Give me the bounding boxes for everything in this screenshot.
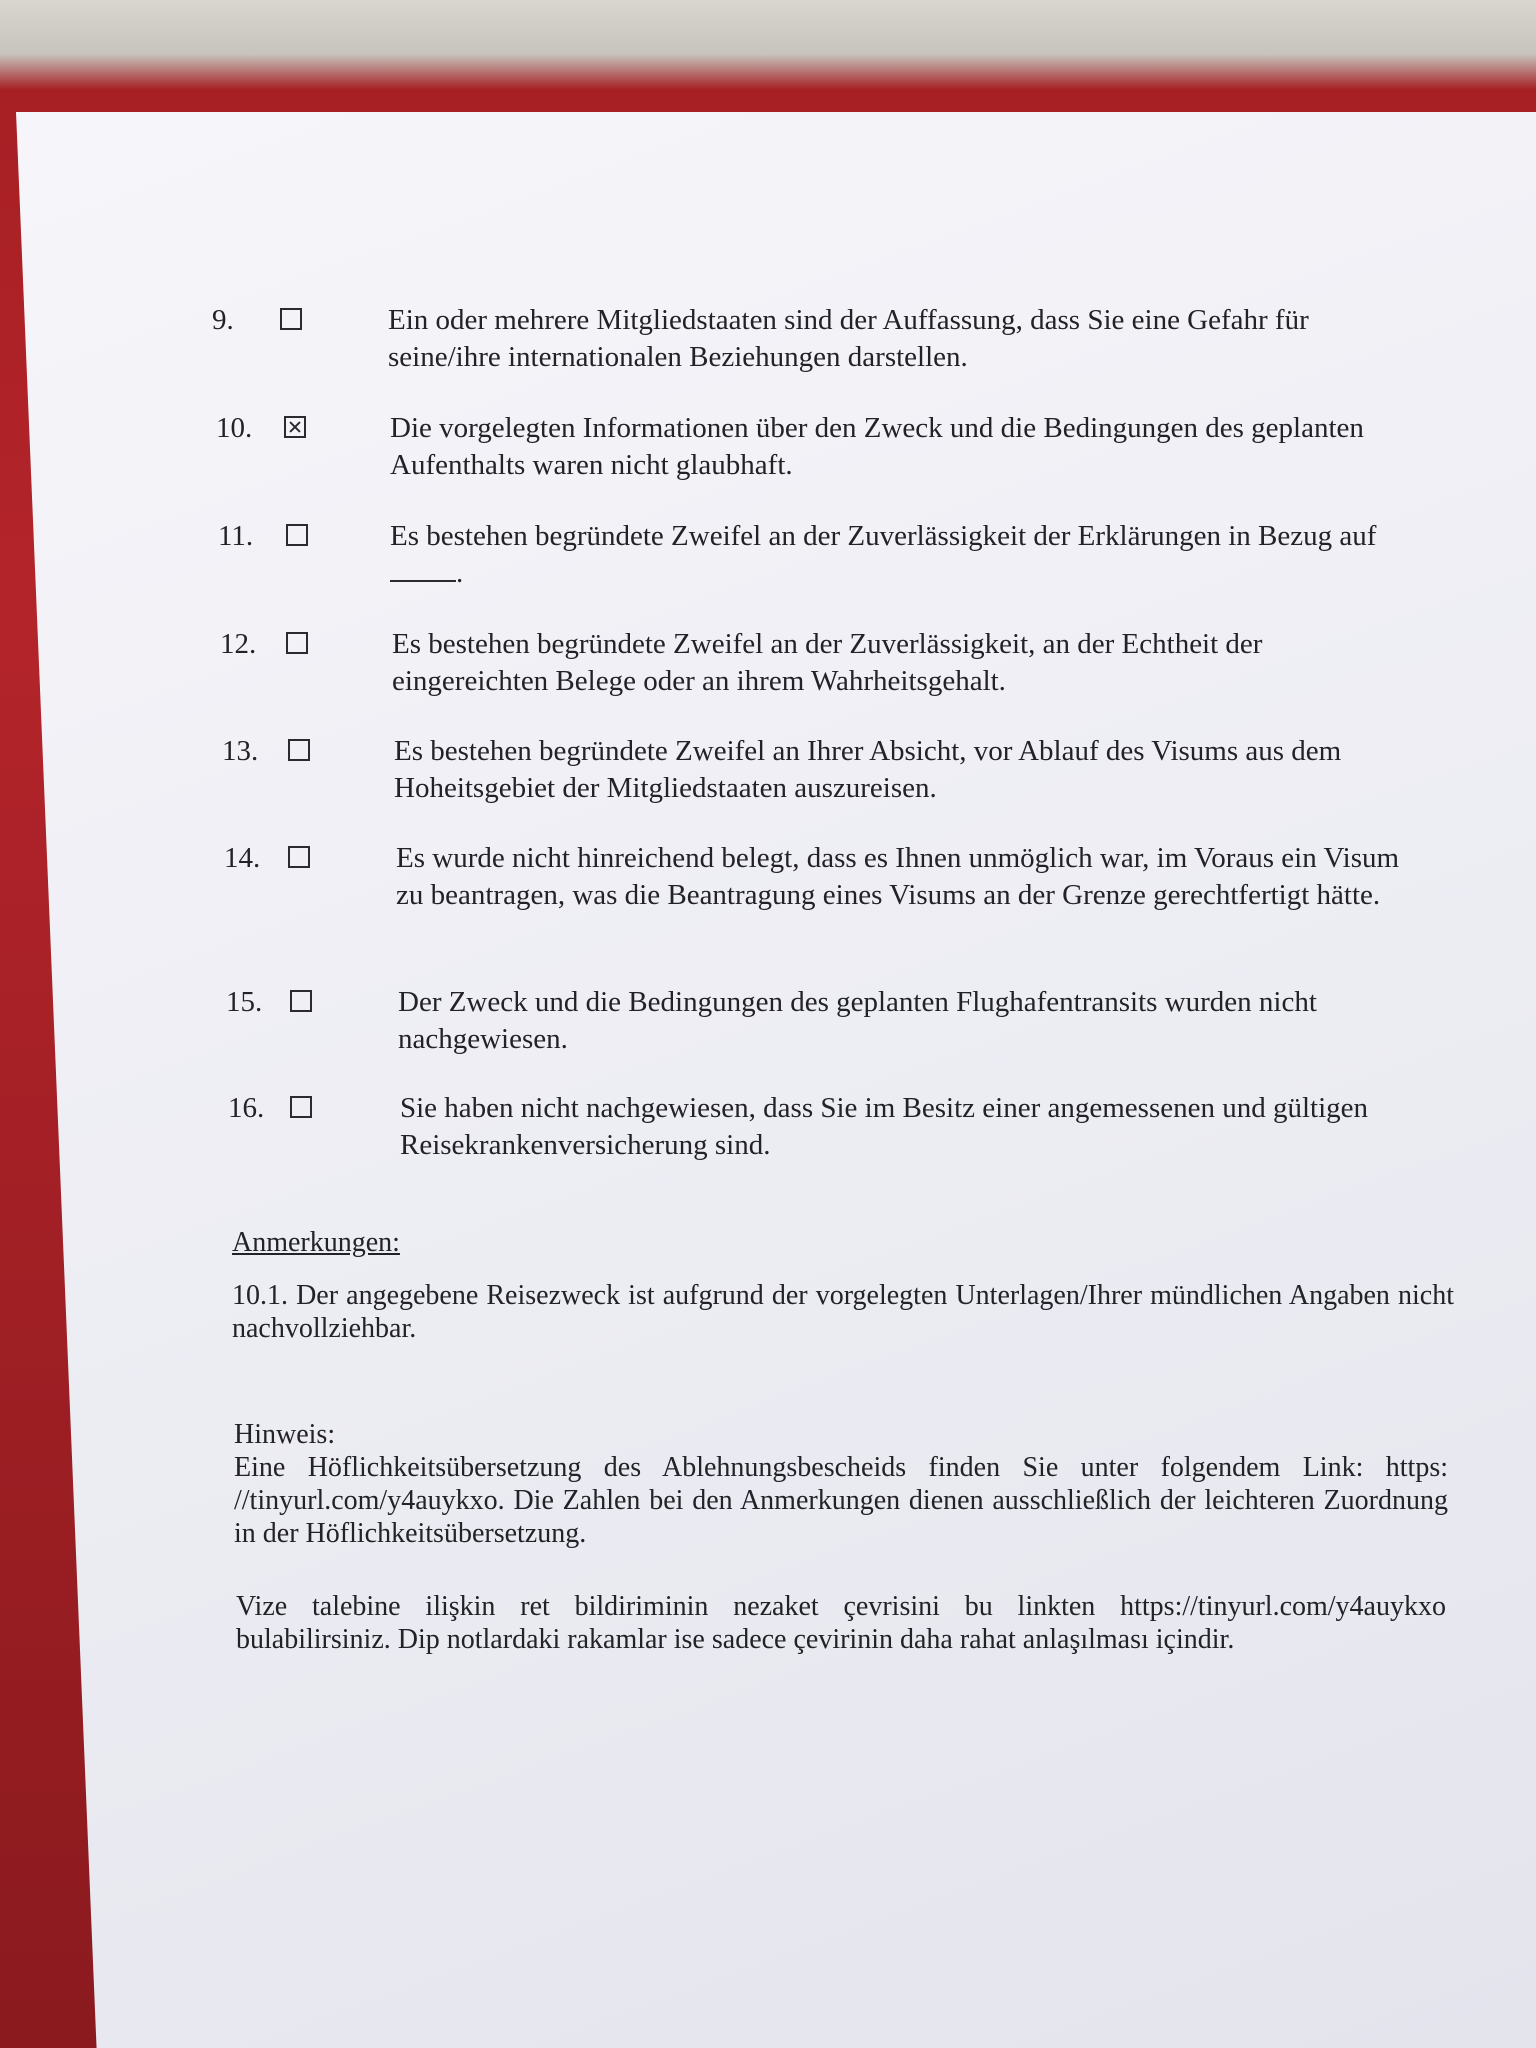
note-text: Eine Höflichkeitsübersetzung des Ablehnungsbescheids finden Sie unter folgendem Link: https: //tinyurl.com/y4auykxo. Die Zahlen bei den Anmerkungen dienen ausschließlich der leichteren Zuordnung in der Höflichkeitsübersetzung.	[234, 1452, 1448, 1549]
item-text: Der Zweck und die Bedingungen des geplanten Flughafentransits wurden nicht nachgewiesen.	[398, 986, 1317, 1055]
item-number: 13.	[222, 735, 259, 767]
item-text	[390, 518, 1440, 592]
checkbox-16[interactable]	[290, 1096, 312, 1118]
checkbox-13[interactable]	[288, 739, 310, 761]
reason-item-15	[226, 984, 1426, 1064]
item-text: Es bestehen begründete Zweifel an der Zuverlässigkeit, an der Echtheit der eingereichten Belege oder an ihrem Wahrheitsgehalt.	[392, 628, 1263, 697]
item-number: 12.	[220, 628, 257, 660]
checkbox-15[interactable]	[290, 990, 312, 1012]
item-number: 14.	[224, 842, 261, 874]
item-text: Ein oder mehrere Mitgliedstaaten sind der Auffassung, dass Sie eine Gefahr für seine/ihre internationalen Beziehungen darstellen.	[388, 304, 1309, 373]
reason-item-9	[212, 302, 1412, 382]
item-text: Es wurde nicht hinreichend belegt, dass es Ihnen unmöglich war, im Voraus ein Visum zu beantragen, was die Beantragung eines Visums an der Grenze gerechtfertigt hätte.	[396, 842, 1400, 911]
blank-fill-line	[390, 556, 456, 582]
item-text: Es bestehen begründete Zweifel an Ihrer Absicht, vor Ablauf des Visums aus dem Hoheitsgebiet der Mitgliedstaaten auszureisen.	[394, 735, 1342, 804]
item-number: 16.	[228, 1092, 265, 1124]
checkbox-14[interactable]	[288, 846, 310, 868]
item-text: Die vorgelegten Informationen über den Zweck und die Bedingungen des geplanten Aufenthalts waren nicht glaubhaft.	[390, 412, 1364, 481]
item-number: 11.	[218, 520, 254, 552]
checkbox-10-checked[interactable]	[284, 416, 306, 438]
remarks-heading: Anmerkungen:	[232, 1227, 400, 1258]
reason-item-13	[222, 733, 1422, 813]
item-number: 10.	[216, 412, 253, 444]
remarks-section	[232, 1226, 1454, 1345]
reason-item-10	[216, 410, 1416, 490]
remarks-text: 10.1. Der angegebene Reisezweck ist aufgrund der vorgelegten Unterlagen/Ihrer mündlichen Angaben nicht nachvollziehbar.	[232, 1280, 1454, 1344]
item-number: 15.	[226, 986, 263, 1018]
item-text-trailing: .	[456, 557, 464, 589]
checkbox-12[interactable]	[286, 632, 308, 654]
reason-item-12	[220, 626, 1420, 706]
checkbox-11[interactable]	[286, 524, 308, 546]
checkbox-9[interactable]	[280, 308, 302, 330]
reason-item-16	[228, 1090, 1448, 1170]
item-text-main: Es bestehen begründete Zweifel an der Zuverlässigkeit der Erklärungen in Bezug auf	[390, 520, 1377, 552]
reason-item-11	[218, 518, 1438, 598]
note-heading: Hinweis:	[234, 1419, 336, 1450]
item-number: 9.	[212, 304, 234, 336]
turkish-note-section	[236, 1590, 1446, 1656]
reason-item-14	[224, 840, 1424, 960]
item-text: Sie haben nicht nachgewiesen, dass Sie im Besitz einer angemessenen und gültigen Reisekrankenversicherung sind.	[400, 1092, 1369, 1161]
note-section	[234, 1418, 1448, 1550]
turkish-note-text: Vize talebine ilişkin ret bildiriminin nezaket çevrisini bu linkten https://tinyurl.com/y4auykxo bulabilirsiniz. Dip notlardaki rakamlar ise sadece çevirinin daha rahat anlaşılması içindir.	[236, 1591, 1446, 1655]
